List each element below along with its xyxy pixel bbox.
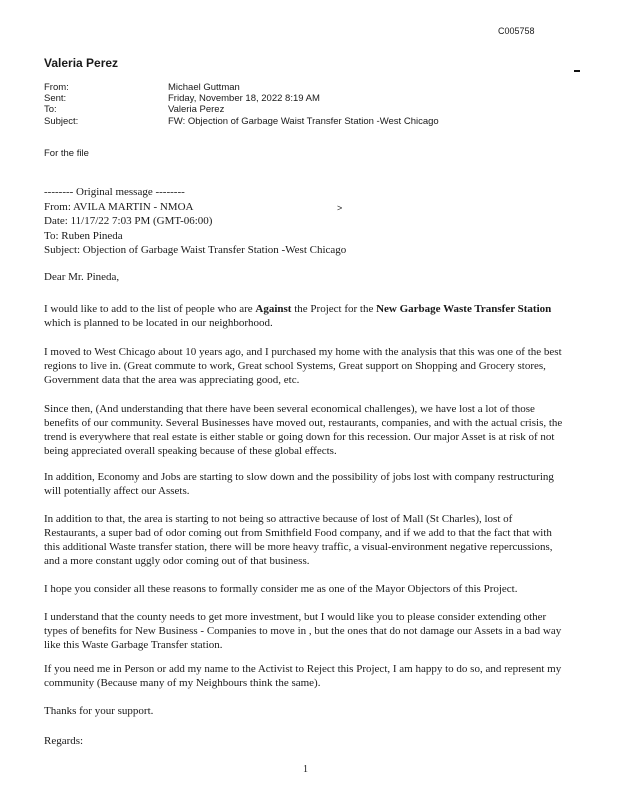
original-message-marker: -------- Original message -------- xyxy=(44,186,185,198)
paragraph-since-then: Since then, (And understanding that there have been several economical challenges), we have lost a lot of those benefits of our community. Several Businesses have moved out, restaurants, companies, and with the actual crisis, the trend is everywhere that real estate is either stable or going down for this recession. Our major Asset is at risk of not being appreciated overall speaking because of these global effects. xyxy=(44,403,563,457)
paragraph-attractive: In addition to that, the area is starting to not being so attractive because of lost of Mall (St Charles), lost of Restaurants, a super bad of odor coming out from Smithfield Food company, and if we add to that the fact that with this additional Waste transfer station, there will be more heavy traffic, a visual-environment negative repercussions, and a more constant uggly odor coming out of that business. xyxy=(44,513,553,567)
greeting: Dear Mr. Pineda, xyxy=(44,271,120,283)
page-number: 1 xyxy=(303,764,308,775)
regards: Regards: xyxy=(44,735,84,747)
document-id: C005758 xyxy=(498,26,535,36)
stray-mark: > xyxy=(337,203,343,213)
original-date: Date: 11/17/22 7:03 PM (GMT-06:00) xyxy=(44,215,213,227)
subject-value: FW: Objection of Garbage Waist Transfer Station -West Chicago xyxy=(168,116,439,127)
paragraph-economy: In addition, Economy and Jobs are starting to slow down and the possibility of jobs lost with company restructuring will potentially affect our Assets. xyxy=(44,471,554,497)
original-from: From: AVILA MARTIN - NMOA xyxy=(44,201,194,213)
paragraph-hope: I hope you consider all these reasons to formally consider me as one of the Mayor Objectors of this Project. xyxy=(44,583,518,595)
to-label: To: xyxy=(44,104,57,115)
from-value: Michael Guttman xyxy=(168,82,240,93)
paragraph-in-person: If you need me in Person or add my name to the Activist to Reject this Project, I am happy to do so, and represent my community (Because many of my Neighbours think the same). xyxy=(44,663,562,689)
from-label: From: xyxy=(44,82,69,93)
for-file-note: For the file xyxy=(44,148,89,159)
to-value: Valeria Perez xyxy=(168,104,225,115)
paragraph-against: I would like to add to the list of people who are Against the Project for the New Garbage Waste Transfer Station which is planned to be located in our neighborhood. xyxy=(44,303,552,329)
original-to: To: Ruben Pineda xyxy=(44,230,123,242)
sent-value: Friday, November 18, 2022 8:19 AM xyxy=(168,93,320,104)
subject-label: Subject: xyxy=(44,116,79,127)
original-subject: Subject: Objection of Garbage Waist Transfer Station -West Chicago xyxy=(44,244,347,256)
paragraph-moved: I moved to West Chicago about 10 years ago, and I purchased my home with the analysis that this was one of the best regions to live in. (Great commute to work, Great school Systems, Great support on Shopping and Grocery stores, Government data that the area was appreciating good, etc. xyxy=(44,346,562,386)
paragraph-understand: I understand that the county needs to get more investment, but I would like you to please consider extending other types of benefits for New Business - Companies to move in , but the ones that do not damage our Assets in a bad way like this Waste Garbage Transfer station. xyxy=(44,611,562,651)
sent-label: Sent: xyxy=(44,93,67,104)
scan-mark xyxy=(574,70,580,72)
thanks: Thanks for your support. xyxy=(44,705,154,717)
sender-name: Valeria Perez xyxy=(44,56,119,70)
